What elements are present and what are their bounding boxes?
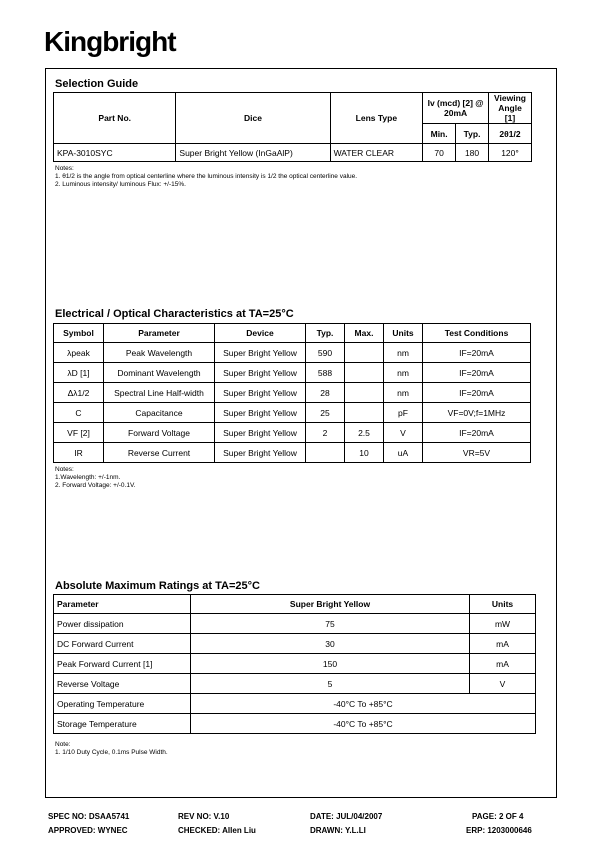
cell-units: pF — [384, 403, 423, 423]
header-parameter: Parameter — [104, 324, 215, 343]
cell-test-conditions: IF=20mA — [423, 423, 531, 443]
cell-units: nm — [384, 343, 423, 363]
note-line: 1. θ1/2 is the angle from optical centerline where the luminous intensity is 1/2 the optical centerline value. — [55, 173, 358, 180]
table-row — [54, 714, 536, 734]
cell-typ — [306, 443, 345, 463]
header-super-bright-yellow: Super Bright Yellow — [191, 595, 470, 614]
selection-guide-notes — [55, 165, 357, 189]
table-row — [54, 403, 531, 423]
cell-parameter: Capacitance — [104, 403, 215, 423]
cell-max: 10 — [345, 443, 384, 463]
header-units: Units — [470, 595, 536, 614]
cell-test-conditions: VR=5V — [423, 443, 531, 463]
cell-max — [345, 383, 384, 403]
cell-device: Super Bright Yellow — [215, 443, 306, 463]
spec-no: SPEC NO: DSAA5741 — [48, 812, 130, 821]
note-line: 2. Forward Voltage: +/-0.1V. — [55, 482, 136, 489]
cell-parameter: Reverse Current — [104, 443, 215, 463]
electrical-title: Electrical / Optical Characteristics at TA=25°C — [55, 308, 294, 320]
page-number: PAGE: 2 OF 4 — [472, 812, 524, 821]
selection-guide-title: Selection Guide — [55, 78, 139, 90]
cell-units: mW — [470, 614, 536, 634]
table-row — [54, 674, 536, 694]
table-row — [54, 654, 536, 674]
header-dice: Dice — [176, 93, 330, 144]
cell-lens-type: WATER CLEAR — [330, 144, 423, 162]
header-two-theta: 2θ1/2 — [489, 124, 532, 144]
cell-symbol: VF [2] — [54, 423, 104, 443]
cell-value: 150 — [191, 654, 470, 674]
table-row — [54, 343, 531, 363]
cell-symbol: C — [54, 403, 104, 423]
drawn-by: DRAWN: Y.L.LI — [310, 826, 366, 835]
cell-value: 30 — [191, 634, 470, 654]
cell-units: mA — [470, 654, 536, 674]
table-row — [54, 383, 531, 403]
header-lens-type: Lens Type — [330, 93, 423, 144]
cell-parameter: Power dissipation — [54, 614, 191, 634]
header-typ: Typ. — [456, 124, 489, 144]
cell-typ: 590 — [306, 343, 345, 363]
cell-parameter: Reverse Voltage — [54, 674, 191, 694]
cell-dice: Super Bright Yellow (InGaAlP) — [176, 144, 330, 162]
cell-symbol: Δλ1/2 — [54, 383, 104, 403]
cell-max — [345, 403, 384, 423]
cell-test-conditions: IF=20mA — [423, 363, 531, 383]
table-row — [54, 423, 531, 443]
cell-units: mA — [470, 634, 536, 654]
absolute-ratings-notes — [55, 741, 168, 757]
cell-parameter: Peak Wavelength — [104, 343, 215, 363]
note-line: Notes: — [55, 466, 74, 473]
cell-parameter: Dominant Wavelength — [104, 363, 215, 383]
cell-value: -40°C To +85°C — [191, 714, 536, 734]
header-iv: Iv (mcd) [2] @ 20mA — [423, 93, 489, 124]
table-row — [54, 443, 531, 463]
note-line: 1. 1/10 Duty Cycle, 0.1ms Pulse Width. — [55, 749, 168, 756]
header-viewing-angle: Viewing Angle [1] — [489, 93, 532, 124]
cell-symbol: λD [1] — [54, 363, 104, 383]
header-symbol: Symbol — [54, 324, 104, 343]
cell-device: Super Bright Yellow — [215, 403, 306, 423]
approved-by: APPROVED: WYNEC — [48, 826, 128, 835]
table-row — [54, 694, 536, 714]
absolute-ratings-title: Absolute Maximum Ratings at TA=25°C — [55, 580, 260, 592]
cell-units: V — [470, 674, 536, 694]
cell-parameter: DC Forward Current — [54, 634, 191, 654]
header-device: Device — [215, 324, 306, 343]
cell-device: Super Bright Yellow — [215, 343, 306, 363]
cell-test-conditions: IF=20mA — [423, 343, 531, 363]
cell-parameter: Forward Voltage — [104, 423, 215, 443]
cell-units: nm — [384, 363, 423, 383]
cell-iv-min: 70 — [423, 144, 456, 162]
cell-viewing-angle: 120° — [489, 144, 532, 162]
cell-test-conditions: IF=20mA — [423, 383, 531, 403]
erp-number: ERP: 1203000646 — [466, 826, 532, 835]
cell-symbol: IR — [54, 443, 104, 463]
cell-units: V — [384, 423, 423, 443]
absolute-ratings-table — [53, 594, 536, 734]
header-max: Max. — [345, 324, 384, 343]
cell-max — [345, 363, 384, 383]
cell-value: -40°C To +85°C — [191, 694, 536, 714]
cell-device: Super Bright Yellow — [215, 383, 306, 403]
header-units: Units — [384, 324, 423, 343]
cell-value: 75 — [191, 614, 470, 634]
table-row — [54, 634, 536, 654]
date: DATE: JUL/04/2007 — [310, 812, 383, 821]
cell-typ: 588 — [306, 363, 345, 383]
note-line: 2. Luminous intensity/ luminous Flux: +/-15%. — [55, 181, 186, 188]
cell-max: 2.5 — [345, 423, 384, 443]
cell-parameter: Peak Forward Current [1] — [54, 654, 191, 674]
cell-symbol: λpeak — [54, 343, 104, 363]
header-typ: Typ. — [306, 324, 345, 343]
cell-device: Super Bright Yellow — [215, 363, 306, 383]
note-line: Notes: — [55, 165, 74, 172]
cell-typ: 28 — [306, 383, 345, 403]
cell-iv-typ: 180 — [456, 144, 489, 162]
cell-parameter: Spectral Line Half-width — [104, 383, 215, 403]
header-parameter: Parameter — [54, 595, 191, 614]
cell-units: uA — [384, 443, 423, 463]
cell-device: Super Bright Yellow — [215, 423, 306, 443]
header-test-conditions: Test Conditions — [423, 324, 531, 343]
table-row — [54, 614, 536, 634]
electrical-table — [53, 323, 531, 463]
electrical-notes — [55, 466, 136, 490]
cell-part-no: KPA-3010SYC — [54, 144, 176, 162]
cell-units: nm — [384, 383, 423, 403]
cell-max — [345, 343, 384, 363]
cell-value: 5 — [191, 674, 470, 694]
cell-test-conditions: VF=0V;f=1MHz — [423, 403, 531, 423]
rev-no: REV NO: V.10 — [178, 812, 230, 821]
cell-typ: 25 — [306, 403, 345, 423]
cell-parameter: Operating Temperature — [54, 694, 191, 714]
kingbright-logo: Kingbright — [44, 26, 176, 57]
note-line: Note: — [55, 741, 71, 748]
checked-by: CHECKED: Allen Liu — [178, 826, 256, 835]
header-part-no: Part No. — [54, 93, 176, 144]
selection-guide-table — [53, 92, 532, 162]
cell-typ: 2 — [306, 423, 345, 443]
table-row — [54, 363, 531, 383]
header-min: Min. — [423, 124, 456, 144]
cell-parameter: Storage Temperature — [54, 714, 191, 734]
note-line: 1.Wavelength: +/-1nm. — [55, 474, 121, 481]
